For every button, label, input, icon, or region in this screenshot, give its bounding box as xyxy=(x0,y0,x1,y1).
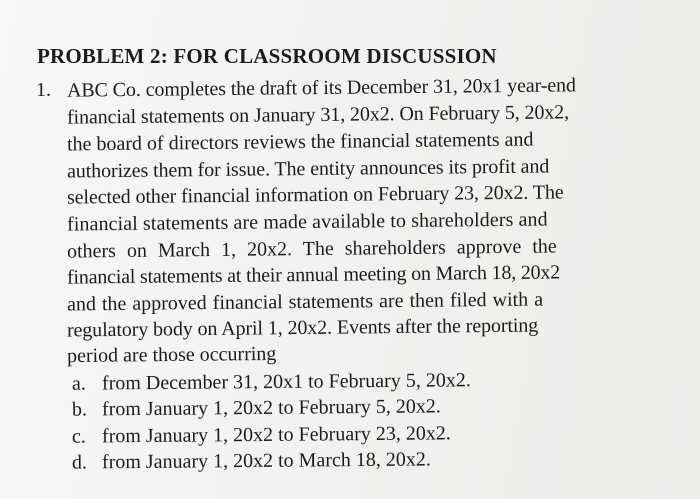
option-text: from January 1, 20x2 to March 18, 20x2. xyxy=(101,448,431,474)
option-b xyxy=(72,394,441,421)
option-text: from January 1, 20x2 to February 5, 20x2. xyxy=(101,395,441,421)
body-line: authorizes them for issue. The entity announces its profit and xyxy=(66,155,550,183)
option-text: from January 1, 20x2 to February 23, 20x2. xyxy=(101,422,451,448)
body-line: regulatory body on April 1, 20x2. Events after the reporting xyxy=(66,314,539,342)
problem-title: PROBLEM 2: FOR CLASSROOM DISCUSSION xyxy=(37,44,497,68)
item-number: 1. xyxy=(36,79,51,101)
option-letter: c. xyxy=(71,425,86,448)
option-letter: a. xyxy=(71,372,86,395)
option-a xyxy=(72,368,471,395)
body-line: selected other financial information on February 23, 20x2. The xyxy=(66,181,564,209)
body-line: period are those occurring xyxy=(66,342,277,368)
body-line: financial statements at their annual meeting on March 18, 20x2 xyxy=(66,261,561,289)
body-line: the board of directors reviews the financial statements and xyxy=(66,128,534,156)
option-d xyxy=(72,447,431,474)
body-line: ABC Co. completes the draft of its December 31, 20x1 year-end xyxy=(66,74,577,102)
option-text: from December 31, 20x1 to February 5, 20x2. xyxy=(101,369,471,395)
body-line: others on March 1, 20x2. The shareholders approve the xyxy=(66,235,557,263)
option-letter: d. xyxy=(71,451,88,474)
body-line: and the approved financial statements are then filed with a xyxy=(66,288,544,316)
option-c xyxy=(72,421,451,448)
body-line: financial statements on January 31, 20x2. On February 5, 20x2, xyxy=(66,101,570,129)
body-line: financial statements are made available to shareholders and xyxy=(66,208,548,236)
option-letter: b. xyxy=(71,398,88,421)
